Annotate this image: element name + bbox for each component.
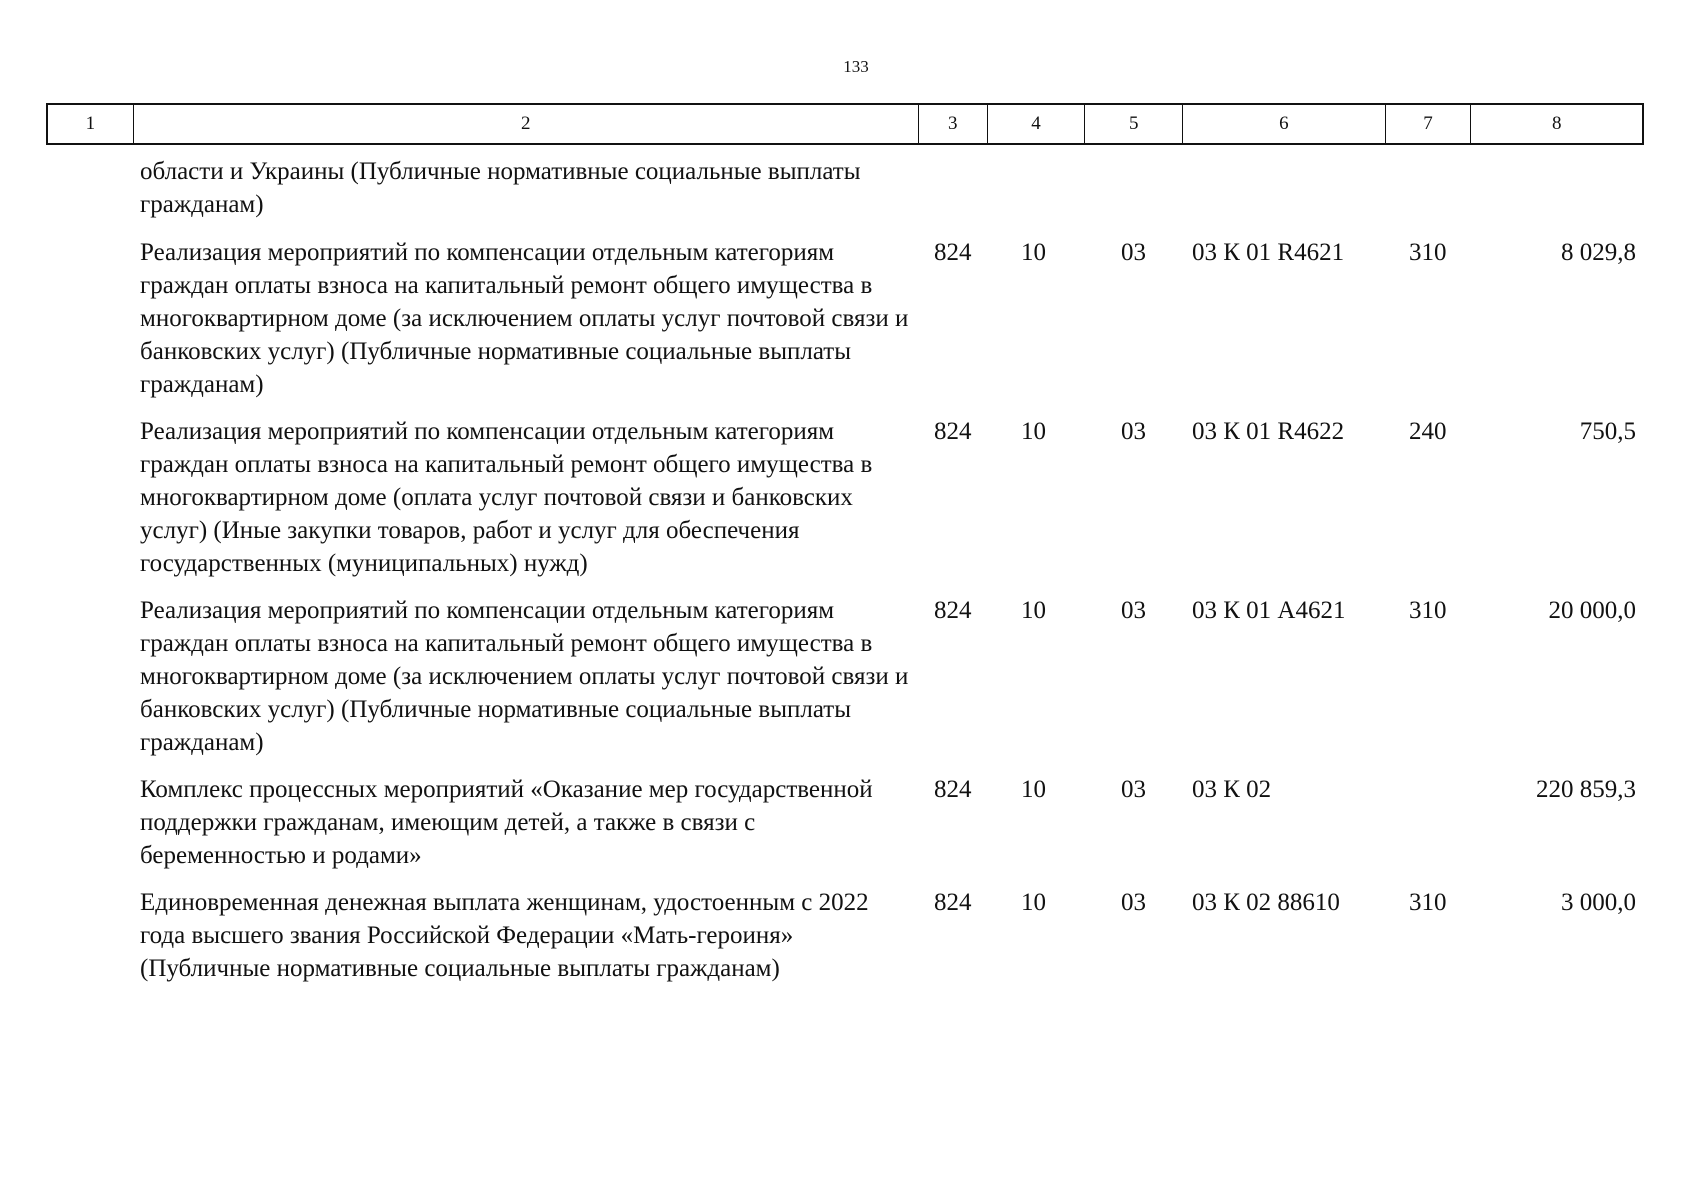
row-col-6	[1184, 155, 1387, 221]
budget-table	[46, 103, 1644, 985]
row-col-5: 03	[1121, 597, 1146, 624]
row-amount: 8 029,8	[1561, 239, 1636, 266]
table-row	[46, 415, 1644, 580]
row-col-6: 03 К 02	[1192, 776, 1272, 803]
column-header-3: 3	[919, 105, 988, 143]
column-header-1: 1	[48, 105, 134, 143]
column-header-7: 7	[1386, 105, 1472, 143]
row-col-3: 824	[934, 597, 972, 624]
table-row	[46, 773, 1644, 872]
column-header-2: 2	[134, 105, 919, 143]
row-col-5: 03	[1121, 418, 1146, 445]
row-col-6: 03 К 02 88610	[1192, 889, 1340, 916]
row-col-5: 03	[1121, 889, 1146, 916]
page-number: 133	[843, 57, 869, 76]
row-name: области и Украины (Публичные нормативные социальные выплаты гражданам)	[140, 158, 861, 218]
row-col-4	[988, 155, 1086, 221]
table-header-row	[46, 103, 1644, 145]
column-header-4: 4	[988, 105, 1086, 143]
row-col-4: 10	[1021, 889, 1046, 916]
row-col-4: 10	[1021, 776, 1046, 803]
row-name: Единовременная денежная выплата женщинам, удостоенным с 2022 года высшего звания Российской Федерации «Мать-героиня» (Публичные нормативные социальные выплаты гражданам)	[140, 889, 869, 982]
row-name: Реализация мероприятий по компенсации отдельным категориям граждан оплаты взноса на капитальный ремонт общего имущества в многоквартирном доме (за исключением оплаты услуг почтовой связи и банковских услуг) (Публичные нормативные социальные выплаты гражданам)	[140, 597, 909, 756]
row-col-6: 03 К 01 R4622	[1192, 418, 1345, 445]
row-col-4: 10	[1021, 239, 1046, 266]
row-col-3: 824	[934, 239, 972, 266]
row-col-7: 310	[1409, 239, 1447, 266]
table-row	[46, 236, 1644, 401]
table-row	[46, 594, 1644, 759]
row-col-5: 03	[1121, 776, 1146, 803]
row-col-3: 824	[934, 889, 972, 916]
row-amount: 20 000,0	[1548, 597, 1636, 624]
row-col-4: 10	[1021, 418, 1046, 445]
row-col-7: 310	[1409, 889, 1447, 916]
row-col-3	[919, 155, 988, 221]
row-name: Реализация мероприятий по компенсации отдельным категориям граждан оплаты взноса на капитальный ремонт общего имущества в многоквартирном доме (оплата услуг почтовой связи и банковских услуг) (Иные закупки товаров, работ и услуг для обеспечения государственных (муниципальных) нужд)	[140, 418, 873, 577]
row-col-7	[1387, 773, 1473, 872]
row-col-7: 310	[1409, 597, 1447, 624]
row-col-6: 03 К 01 А4621	[1192, 597, 1346, 624]
column-header-6: 6	[1183, 105, 1385, 143]
row-name: Комплекс процессных мероприятий «Оказание мер государственной поддержки гражданам, имеющим детей, а также в связи с беременностью и родами»	[140, 776, 873, 869]
row-col-3: 824	[934, 776, 972, 803]
column-header-8: 8	[1551, 113, 1562, 134]
row-name: Реализация мероприятий по компенсации отдельным категориям граждан оплаты взноса на капитальный ремонт общего имущества в многоквартирном доме (за исключением оплаты услуг почтовой связи и банковских услуг) (Публичные нормативные социальные выплаты гражданам)	[140, 239, 909, 398]
row-col-6: 03 К 01 R4621	[1192, 239, 1345, 266]
row-amount: 220 859,3	[1536, 776, 1636, 803]
row-col-4: 10	[1021, 597, 1046, 624]
row-amount: 750,5	[1579, 418, 1636, 445]
row-col-7	[1387, 155, 1473, 221]
table-row	[46, 886, 1644, 985]
row-col-5	[1086, 155, 1184, 221]
row-col-7: 240	[1409, 418, 1447, 445]
row-col-5: 03	[1121, 239, 1146, 266]
row-amount: 3 000,0	[1561, 889, 1636, 916]
table-row	[46, 155, 1644, 221]
column-header-5: 5	[1085, 105, 1183, 143]
row-col-3: 824	[934, 418, 972, 445]
row-amount	[1473, 155, 1644, 221]
